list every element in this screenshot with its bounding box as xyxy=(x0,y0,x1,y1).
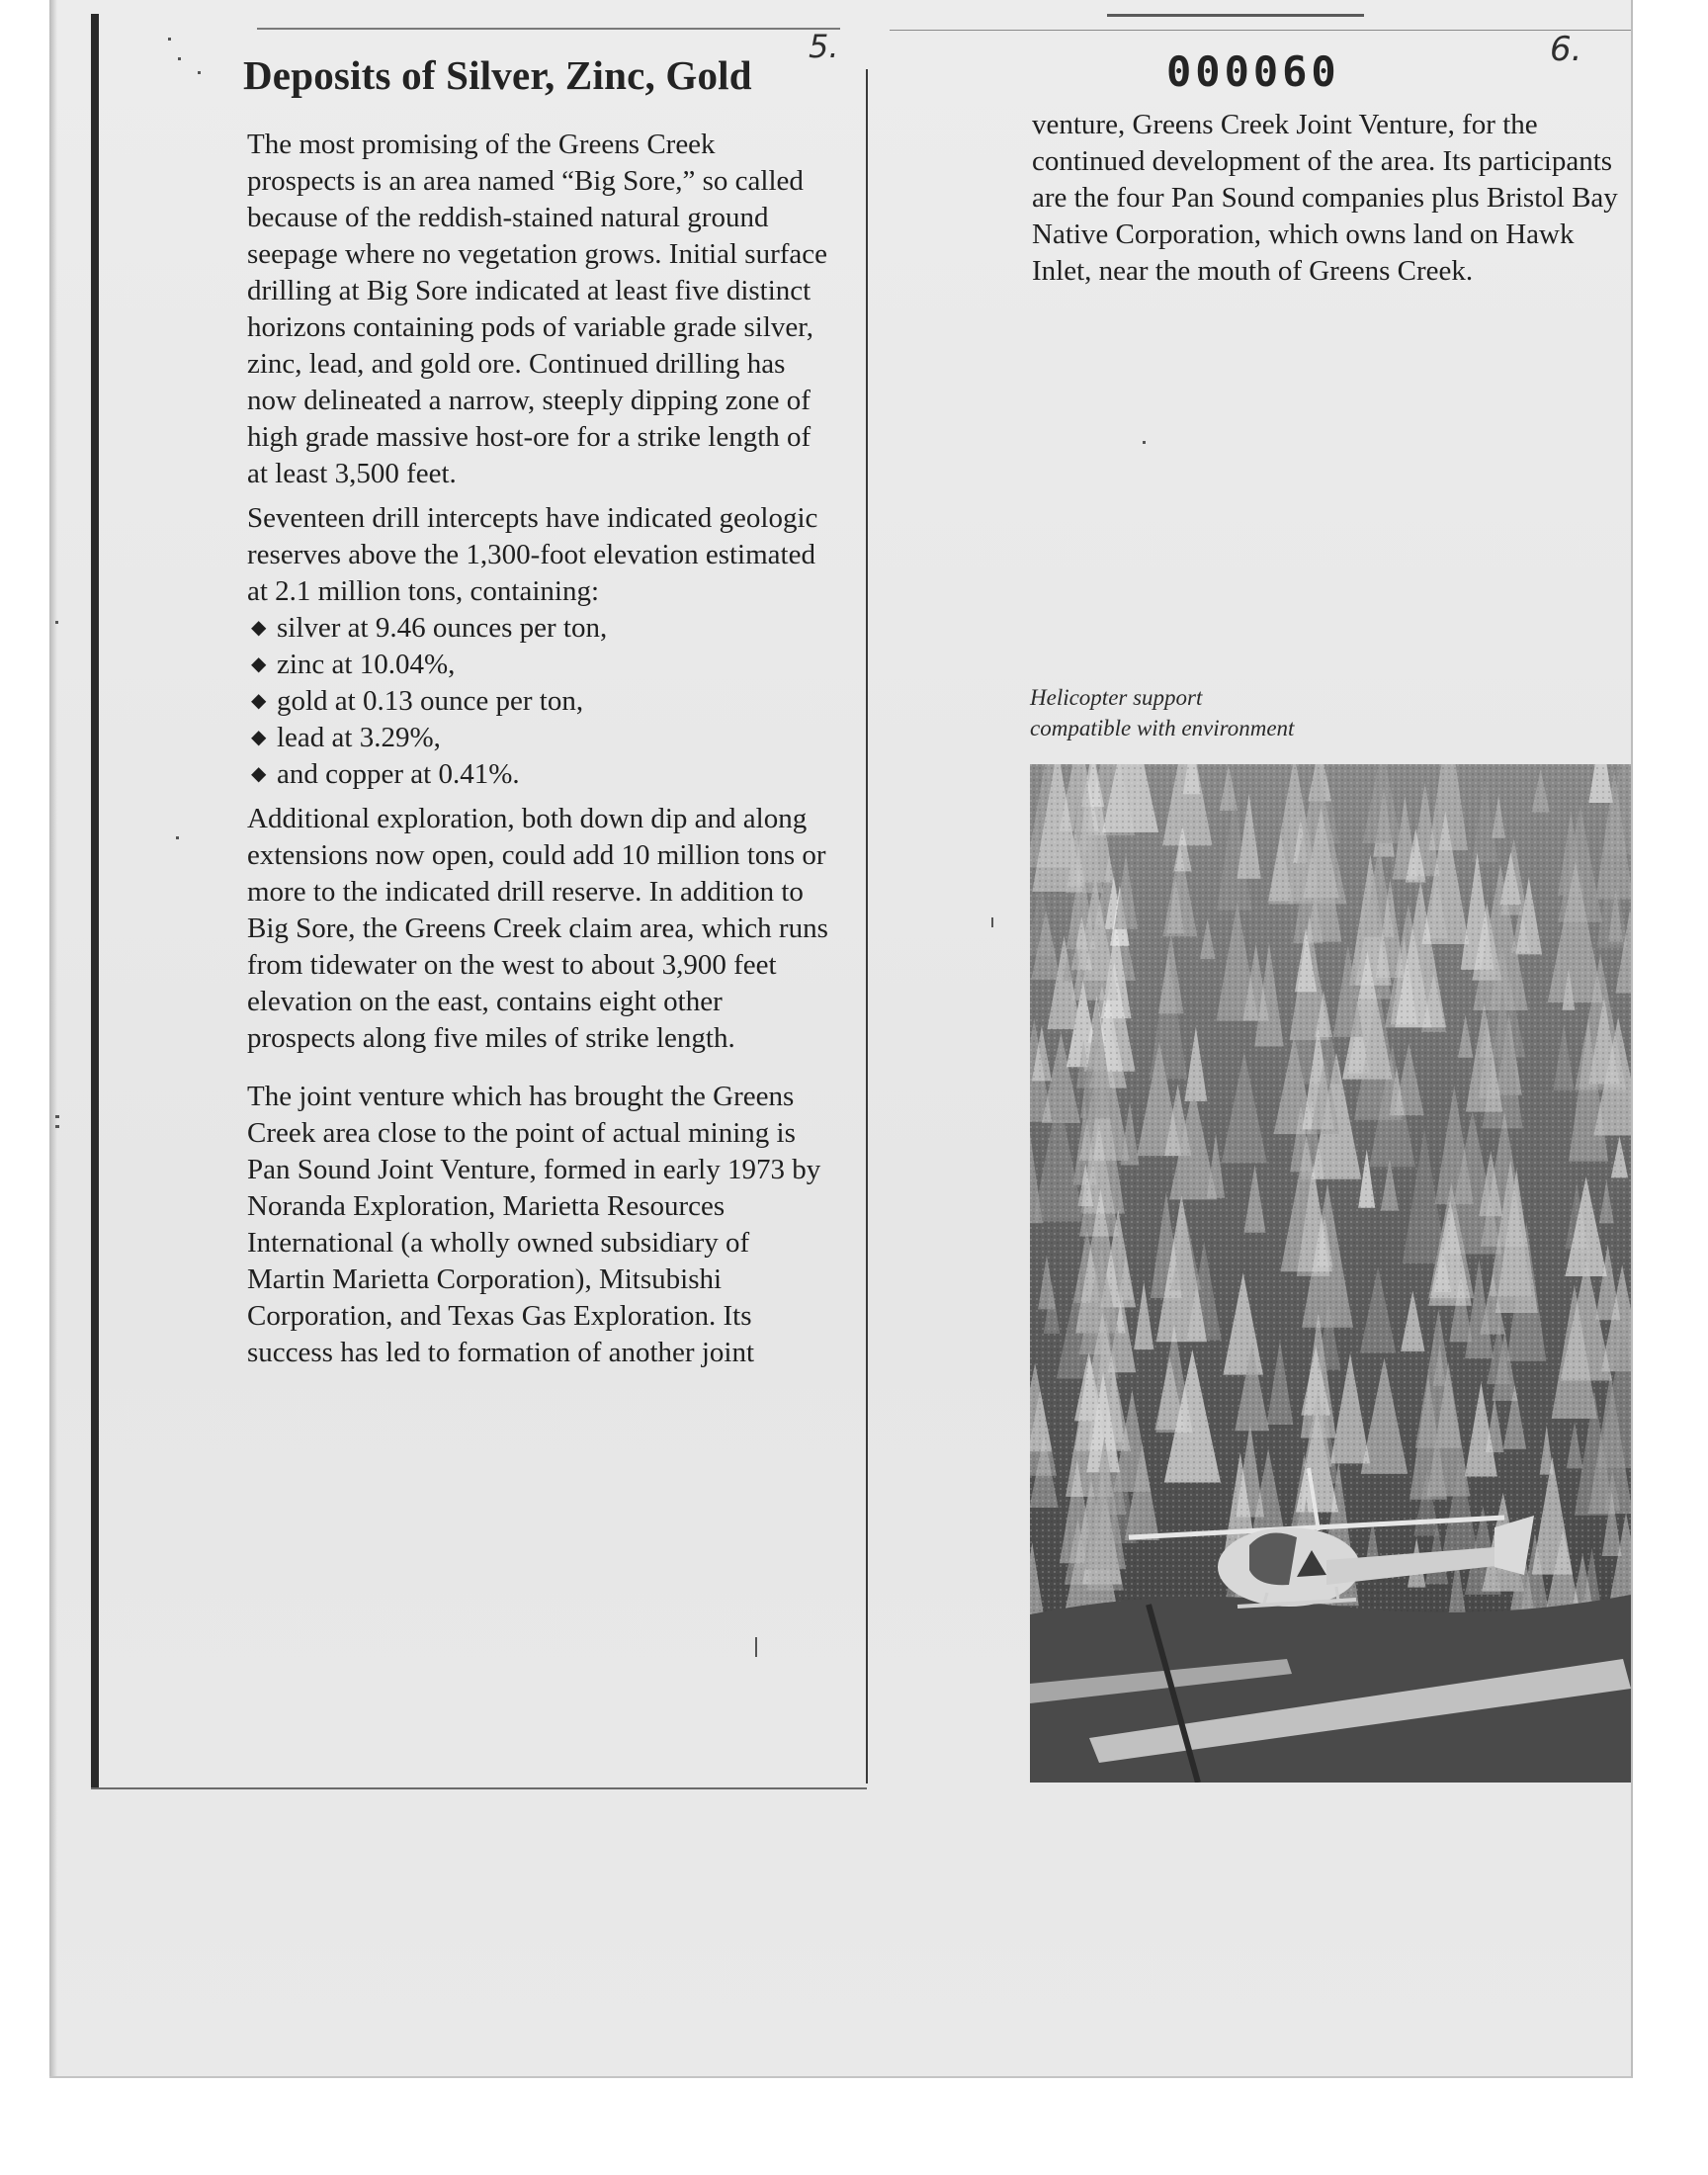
bullet-icon: ◆ xyxy=(251,690,267,712)
right-column xyxy=(1032,107,1625,290)
handwritten-page-mark-right: 6. xyxy=(1550,30,1582,69)
speck xyxy=(198,71,201,74)
speck xyxy=(55,1115,59,1118)
list-item-text: and copper at 0.41%. xyxy=(277,758,520,790)
list-item-text: zinc at 10.04%, xyxy=(277,649,456,680)
top-rule-left xyxy=(257,28,840,30)
speck xyxy=(176,836,179,839)
handwritten-page-mark-left: 5. xyxy=(809,28,839,65)
list-item xyxy=(247,756,830,793)
grade-list xyxy=(247,610,830,793)
paragraph-additional-exploration: Additional exploration, both down dip and along extensions now open, could add 10 million tons or more to the indicated drill reserve. In addition to Big Sore, the Greens Creek claim area, which runs from tidewater on the west to about 3,900 feet elevation on the east, contains eight other prospects along five miles of strike length. xyxy=(247,803,828,1054)
paragraph-joint-venture: The joint venture which has brought the Greens Creek area close to the point of actual mining is Pan Sound Joint Venture, formed in early 1973 by Noranda Exploration, Marietta Resources International (a wholly owned subsidiary of Martin Marietta Corporation), Mitsubishi Corporation, and Texas Gas Exploration. Its success has led to formation of another joint xyxy=(247,1081,821,1368)
document-number: 000060 xyxy=(1166,47,1340,96)
paragraph-big-sore: The most promising of the Greens Creek prospects is an area named “Big Sore,” so called because of the reddish-stained natural ground seepage where no vegetation grows. Initial surface drilling at Big Sore indicated at least five distinct horizons containing pods of variable grade silver, zinc, lead, and gold ore. Continued drilling has now delineated a narrow, steeply dipping zone of high grade massive host-ore for a strike length of at least 3,500 feet. xyxy=(247,129,828,489)
top-rule-right-thin xyxy=(890,30,1631,31)
speck xyxy=(178,57,181,60)
speck xyxy=(55,621,58,624)
list-item-text: lead at 3.29%, xyxy=(277,722,441,753)
photo-caption xyxy=(1030,682,1406,743)
caption-line-1: Helicopter support xyxy=(1030,685,1203,710)
paragraph-continuation: venture, Greens Creek Joint Venture, for the continued development of the area. Its participants are the four Pan Sound companies plus Bristol Bay Native Corporation, which owns land on Hawk Inlet, near the mouth of Greens Creek. xyxy=(1032,109,1618,287)
photo-image xyxy=(1030,764,1631,1783)
list-item xyxy=(247,610,830,647)
bottom-rule xyxy=(91,1787,867,1789)
column-divider xyxy=(866,69,868,1784)
helicopter-forest-photo xyxy=(1030,764,1631,1783)
list-item xyxy=(247,683,830,720)
left-margin-bar xyxy=(91,14,99,1789)
bullet-icon: ◆ xyxy=(251,653,267,675)
speck xyxy=(1143,441,1146,444)
list-item-text: silver at 9.46 ounces per ton, xyxy=(277,612,608,644)
speck xyxy=(755,1637,757,1657)
speck xyxy=(55,1125,59,1128)
sheet-edge-shadow xyxy=(49,0,57,2076)
bullet-icon: ◆ xyxy=(251,727,267,748)
paragraph-drill-intercepts: Seventeen drill intercepts have indicated geologic reserves above the 1,300-foot elevation estimated at 2.1 million tons, containing: xyxy=(247,502,818,607)
bullet-icon: ◆ xyxy=(251,763,267,785)
speck xyxy=(991,917,993,927)
bullet-icon: ◆ xyxy=(251,617,267,639)
article-title: Deposits of Silver, Zinc, Gold xyxy=(243,52,752,98)
list-item xyxy=(247,647,830,683)
caption-line-2: compatible with environment xyxy=(1030,716,1295,740)
top-rule-right xyxy=(1107,14,1364,17)
left-column xyxy=(247,127,830,1371)
list-item-text: gold at 0.13 ounce per ton, xyxy=(277,685,584,717)
list-item xyxy=(247,720,830,756)
speck xyxy=(168,38,171,41)
